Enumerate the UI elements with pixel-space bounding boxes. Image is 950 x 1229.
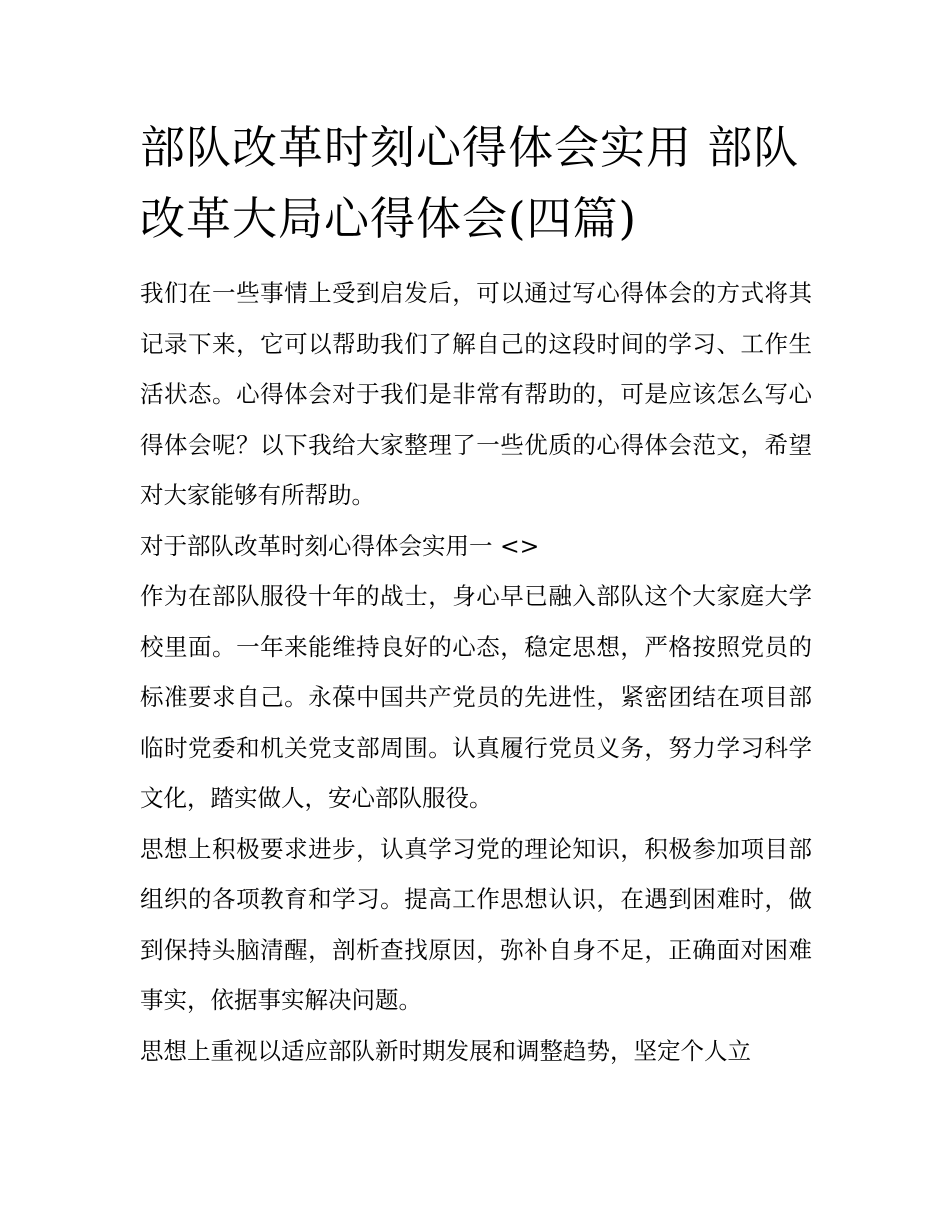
document-page bbox=[140, 112, 812, 1076]
section-heading: 对于部队改革时刻心得体会实用一 <> bbox=[140, 531, 540, 560]
body-paragraph: 思想上积极要求进步，认真学习党的理论知识，积极参加项目部组织的各项教育和学习。提高工作思想认识，在遇到困难时，做到保持头脑清醒，剖析查找原因，弥补自身不足，正确面对困难事实，依据事实解决问题。 bbox=[140, 834, 812, 1014]
body-paragraph: 作为在部队服役十年的战士，身心早已融入部队这个大家庭大学校里面。一年来能维持良好的心态，稳定思想，严格按照党员的标准要求自己。永葆中国共产党员的先进性，紧密团结在项目部临时党委和机关党支部周围。认真履行党员义务，努力学习科学文化，踏实做人，安心部队服役。 bbox=[140, 582, 812, 812]
body-paragraph: 思想上重视以适应部队新时期发展和调整趋势，坚定个人立 bbox=[140, 1036, 751, 1065]
document-title: 部队改革时刻心得体会实用 部队改革大局心得体会(四篇) bbox=[140, 121, 800, 245]
intro-paragraph: 我们在一些事情上受到启发后，可以通过写心得体会的方式将其记录下来，它可以帮助我们了解自己的这段时间的学习、工作生活状态。心得体会对于我们是非常有帮助的，可是应该怎么写心得体会呢？以下我给大家整理了一些优质的心得体会范文，希望对大家能够有所帮助。 bbox=[140, 279, 812, 509]
